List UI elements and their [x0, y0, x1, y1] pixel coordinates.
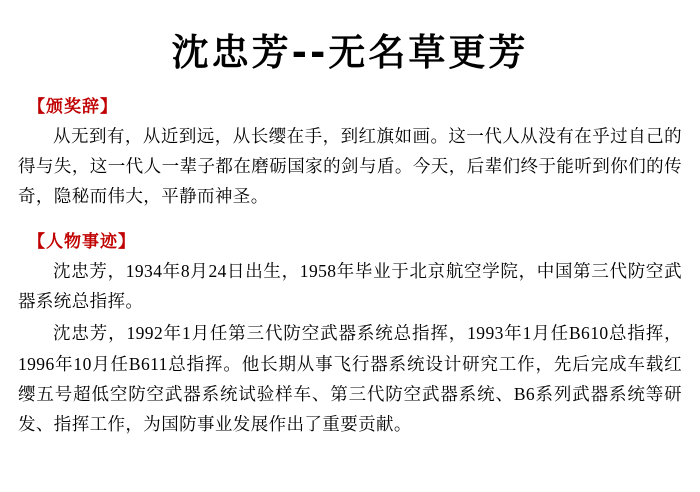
section-biography: [18, 221, 682, 439]
biography-paragraph-2: 沈忠芳，1992年1月任第三代防空武器系统总指挥，1993年1月任B610总指挥，1996年10月任B611总指挥。他长期从事飞行器系统设计研究工作，先后完成车载红缨五号超低空防空武器系统试验样车、第三代防空武器系统、B6系列武器系统等研发、指挥工作，为国防事业发展作出了重要贡献。: [18, 323, 682, 434]
section-heading-biography: 【人物事迹】: [28, 232, 136, 253]
award-citation-paragraph: 从无到有，从近到远，从长缨在手，到红旗如画。这一代人从没有在乎过自己的得与失，这一代人一辈子都在磨砺国家的剑与盾。今天，后辈们终于能听到你们的传奇，隐秘而伟大，平静而神圣。: [18, 126, 682, 207]
page-title: 沈忠芳--无名草更芳: [171, 31, 529, 74]
biography-paragraph-1: 沈忠芳，1934年8月24日出生，1958年毕业于北京航空学院，中国第三代防空武器系统总指挥。: [18, 261, 682, 312]
section-heading-award-citation: 【颁奖辞】: [28, 97, 118, 117]
spacer: [18, 211, 682, 217]
section-award-citation: [18, 86, 682, 211]
document-page: [0, 22, 700, 492]
